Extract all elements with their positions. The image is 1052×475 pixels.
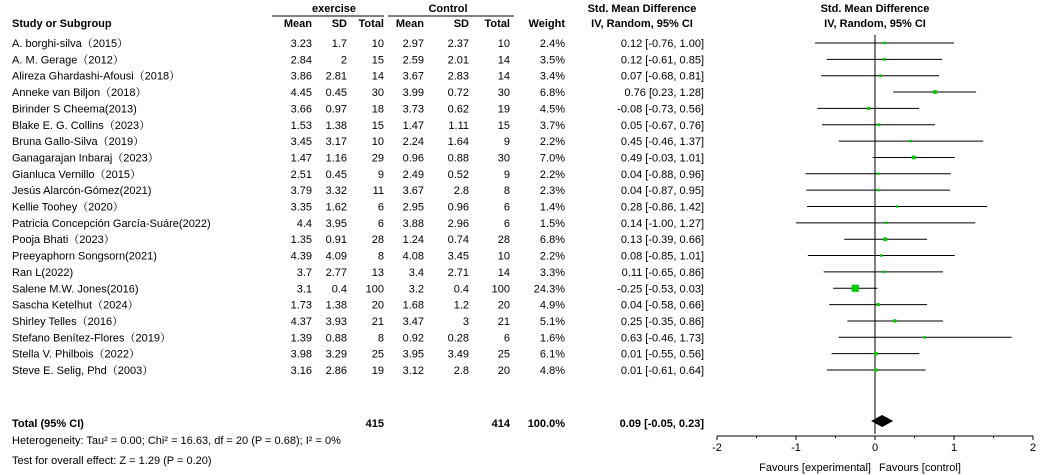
effect-marker — [877, 173, 880, 176]
control-mean: 3.4 — [408, 266, 424, 279]
control-sd: 2.01 — [447, 54, 469, 67]
effect-marker — [867, 107, 870, 110]
study-name: Pooja Bhati（2023） — [12, 234, 115, 247]
exercise-sd: 1.38 — [325, 119, 347, 132]
control-total: 10 — [497, 38, 510, 50]
study-weight: 1.5% — [539, 217, 565, 230]
study-ci: 0.28 [-0.86, 1.42] — [620, 201, 704, 214]
exercise-mean: 3.23 — [290, 38, 312, 50]
study-weight: 4.9% — [539, 299, 565, 312]
exercise-total: 6 — [377, 201, 384, 214]
study-weight: 2.3% — [539, 185, 565, 198]
control-sd: 0.52 — [447, 168, 469, 181]
control-total: 19 — [497, 103, 510, 116]
effect-marker — [877, 189, 880, 192]
exercise-mean: 2.84 — [290, 54, 312, 67]
study-weight: 2.2% — [539, 250, 565, 263]
exercise-sd: 2 — [340, 54, 347, 67]
effect-marker — [909, 140, 912, 143]
exercise-mean: 4.4 — [296, 217, 312, 230]
study-weight: 4.8% — [539, 365, 565, 377]
effect-marker — [880, 254, 883, 256]
study-name: Alireza Ghardashi-Afousi（2018） — [12, 70, 181, 83]
control-sd: 3.45 — [447, 250, 469, 263]
exercise-total: 10 — [371, 38, 384, 50]
control-sd: 1.11 — [448, 119, 469, 132]
effect-marker — [879, 74, 882, 77]
total-n1: 415 — [365, 418, 384, 430]
study-weight: 24.3% — [533, 283, 565, 296]
control-mean: 3.88 — [402, 217, 424, 230]
control-mean: 0.96 — [402, 152, 424, 165]
exercise-mean: 3.66 — [290, 103, 312, 116]
exercise-total: 30 — [371, 87, 384, 100]
effect-marker — [883, 58, 886, 61]
study-name: Jesús Alarcón-Gómez(2021) — [12, 185, 152, 198]
heterogeneity-text: Heterogeneity: Tau² = 0.00; Chi² = 16.63, df = 20 (P = 0.68); I² = 0% — [12, 435, 341, 447]
header-control: Control — [428, 3, 468, 15]
control-total: 30 — [497, 152, 510, 165]
study-ci: 0.05 [-0.67, 0.76] — [620, 119, 704, 132]
col-study: Study or Subgroup — [12, 18, 112, 30]
control-total: 6 — [503, 332, 510, 345]
control-sd: 3.49 — [447, 348, 469, 361]
control-mean: 2.49 — [402, 168, 424, 181]
study-ci: -0.25 [-0.53, 0.03] — [617, 283, 704, 296]
study-name: A. borghi-silva（2015） — [12, 38, 129, 50]
exercise-total: 19 — [371, 365, 384, 377]
study-weight: 4.5% — [539, 103, 565, 116]
col-mean-2: Mean — [395, 18, 424, 30]
exercise-mean: 1.53 — [290, 119, 312, 132]
exercise-sd: 3.95 — [325, 217, 347, 230]
header-effect-left: Std. Mean Difference — [587, 3, 697, 15]
study-weight: 2.2% — [539, 136, 565, 149]
exercise-sd: 0.45 — [325, 87, 347, 100]
exercise-sd: 3.17 — [325, 136, 347, 149]
control-mean: 3.95 — [402, 348, 424, 361]
study-weight: 2.2% — [539, 168, 565, 181]
exercise-mean: 3.86 — [290, 70, 312, 83]
exercise-total: 18 — [371, 103, 384, 116]
col-weight: Weight — [528, 18, 565, 30]
effect-marker — [883, 42, 886, 45]
exercise-total: 21 — [371, 315, 384, 328]
study-ci: 0.12 [-0.76, 1.00] — [620, 38, 704, 50]
study-weight: 3.4% — [539, 70, 565, 83]
exercise-sd: 2.77 — [325, 266, 347, 279]
favours-right-label: Favours [control] — [879, 462, 961, 474]
control-sd: 0.88 — [447, 152, 469, 165]
control-mean: 1.68 — [402, 299, 424, 312]
study-name: Shirley Telles（2016） — [12, 315, 124, 328]
control-sd: 2.8 — [453, 365, 469, 377]
control-total: 20 — [497, 299, 510, 312]
study-name: Bruna Gallo-Silva（2019） — [12, 136, 145, 149]
effect-marker — [852, 285, 859, 292]
exercise-mean: 1.35 — [290, 234, 312, 247]
exercise-total: 14 — [371, 70, 384, 83]
effect-marker — [933, 90, 937, 94]
study-weight: 7.0% — [539, 152, 565, 165]
exercise-sd: 3.32 — [325, 185, 347, 198]
control-sd: 3 — [462, 315, 469, 328]
exercise-sd: 0.4 — [331, 283, 347, 296]
control-total: 9 — [503, 136, 510, 149]
study-ci: 0.04 [-0.58, 0.66] — [620, 299, 704, 312]
effect-marker — [912, 156, 916, 160]
study-name: Blake E. G. Collins（2023） — [12, 119, 151, 132]
header-effect-right: Std. Mean Difference — [820, 3, 930, 15]
exercise-mean: 1.73 — [290, 299, 312, 312]
total-label: Total (95% CI) — [12, 418, 84, 430]
control-sd: 2.96 — [447, 217, 469, 230]
study-ci: 0.25 [-0.35, 0.86] — [620, 315, 704, 328]
control-total: 6 — [503, 201, 510, 214]
effect-marker — [883, 237, 887, 241]
exercise-total: 28 — [371, 234, 384, 247]
exercise-sd: 4.09 — [325, 250, 347, 263]
exercise-mean: 4.37 — [290, 315, 312, 328]
study-name: A. M. Gerage（2012） — [12, 54, 124, 67]
study-weight: 1.6% — [539, 332, 565, 345]
study-ci: 0.49 [-0.03, 1.01] — [620, 152, 704, 165]
exercise-mean: 3.98 — [290, 348, 312, 361]
exercise-mean: 4.39 — [290, 250, 312, 263]
control-sd: 0.62 — [447, 103, 469, 116]
x-tick-label: -1 — [791, 442, 801, 454]
exercise-total: 15 — [371, 54, 384, 67]
exercise-mean: 2.51 — [290, 168, 312, 181]
total-n2: 414 — [491, 418, 510, 430]
effect-marker — [874, 352, 878, 356]
control-mean: 3.73 — [402, 103, 424, 116]
effect-marker — [893, 319, 896, 322]
control-mean: 1.24 — [402, 234, 424, 247]
control-mean: 3.12 — [402, 365, 424, 377]
exercise-total: 9 — [377, 168, 384, 181]
study-ci: 0.13 [-0.39, 0.66] — [620, 234, 704, 247]
effect-marker — [877, 303, 880, 306]
study-ci: 0.04 [-0.87, 0.95] — [620, 185, 704, 198]
study-name: Ganagarajan Inbaraj（2023） — [12, 152, 159, 165]
control-total: 30 — [497, 87, 510, 100]
study-name: Gianluca Vernillo（2015） — [12, 168, 142, 181]
control-mean: 3.99 — [402, 87, 424, 100]
study-ci: 0.04 [-0.88, 0.96] — [620, 168, 704, 181]
control-mean: 0.92 — [402, 332, 424, 345]
x-axis-ticks — [712, 436, 1036, 454]
control-total: 20 — [497, 365, 510, 377]
exercise-mean: 3.45 — [290, 136, 312, 149]
study-weight: 6.1% — [539, 348, 565, 361]
header-exercise: exercise — [311, 3, 357, 15]
exercise-sd: 1.16 — [325, 152, 347, 165]
study-weight: 2.4% — [539, 38, 565, 50]
total-ci: 0.09 [-0.05, 0.23] — [619, 418, 704, 430]
exercise-mean: 4.45 — [290, 87, 312, 100]
exercise-total: 10 — [371, 136, 384, 149]
header-effect-right-sub: IV, Random, 95% CI — [824, 18, 926, 30]
exercise-total: 20 — [371, 299, 384, 312]
study-weight: 3.3% — [539, 266, 565, 279]
effect-marker — [924, 336, 927, 339]
exercise-sd: 1.62 — [325, 201, 347, 214]
control-sd: 0.96 — [447, 201, 469, 214]
control-sd: 1.64 — [447, 136, 469, 149]
x-tick-label: 0 — [871, 442, 879, 454]
exercise-total: 8 — [377, 250, 384, 263]
control-sd: 0.72 — [447, 87, 469, 100]
study-name: Kellie Toohey（2020） — [12, 201, 124, 214]
exercise-total: 29 — [371, 152, 384, 165]
control-sd: 0.74 — [447, 234, 469, 247]
total-weight: 100.0% — [527, 418, 565, 430]
study-ci: 0.14 [-1.00, 1.27] — [620, 217, 704, 230]
control-sd: 2.37 — [447, 38, 469, 50]
study-ci: 0.08 [-0.85, 1.01] — [620, 250, 704, 263]
exercise-sd: 3.29 — [325, 348, 347, 361]
study-weight: 5.1% — [539, 315, 565, 328]
effect-marker — [882, 271, 885, 274]
exercise-total: 6 — [377, 217, 384, 230]
study-name: Preeyaphorn Songsorn(2021) — [12, 250, 157, 263]
control-mean: 2.95 — [402, 201, 424, 214]
col-total-2: Total — [484, 18, 510, 30]
control-sd: 0.28 — [447, 332, 469, 345]
exercise-total: 13 — [371, 266, 384, 279]
study-name: Salene M.W. Jones(2016) — [12, 283, 139, 296]
control-mean: 3.67 — [402, 185, 424, 198]
control-mean: 2.97 — [402, 38, 424, 50]
effect-marker — [885, 222, 888, 225]
control-total: 28 — [497, 234, 510, 247]
study-name: Stella V. Philbois（2022） — [12, 348, 141, 361]
exercise-sd: 0.45 — [325, 168, 347, 181]
exercise-mean: 1.39 — [290, 332, 312, 345]
exercise-mean: 1.47 — [290, 152, 312, 165]
exercise-mean: 3.35 — [290, 201, 312, 214]
effect-marker — [878, 123, 881, 126]
study-ci: 0.45 [-0.46, 1.37] — [620, 136, 704, 149]
col-total-1: Total — [358, 18, 384, 30]
study-name: Patricia Concepción García-Suáre(2022) — [12, 217, 211, 230]
control-total: 14 — [497, 70, 510, 83]
study-name: Ran L(2022) — [12, 266, 74, 279]
study-rows — [12, 37, 704, 377]
control-sd: 0.4 — [453, 283, 469, 296]
control-total: 9 — [503, 168, 510, 181]
exercise-total: 15 — [371, 119, 384, 132]
exercise-mean: 3.79 — [290, 185, 312, 198]
overall-effect-text: Test for overall effect: Z = 1.29 (P = 0.20) — [12, 455, 212, 467]
study-ci: 0.63 [-0.46, 1.73] — [620, 332, 704, 345]
study-ci: 0.11 [-0.65, 0.86] — [621, 266, 704, 279]
pooled-diamond — [871, 415, 893, 427]
exercise-sd: 1.38 — [325, 299, 347, 312]
plot-area — [796, 35, 1012, 434]
study-ci: 0.01 [-0.61, 0.64] — [620, 365, 704, 377]
study-ci: 0.01 [-0.55, 0.56] — [620, 348, 704, 361]
study-weight: 6.8% — [539, 234, 565, 247]
control-total: 100 — [491, 283, 510, 296]
exercise-total: 25 — [371, 348, 384, 361]
study-weight: 3.7% — [539, 119, 565, 132]
control-total: 25 — [497, 348, 510, 361]
control-total: 14 — [497, 54, 510, 67]
control-mean: 3.67 — [402, 70, 424, 83]
control-sd: 2.8 — [453, 185, 469, 198]
control-mean: 1.47 — [402, 119, 424, 132]
control-sd: 2.71 — [447, 266, 469, 279]
study-weight: 6.8% — [539, 87, 565, 100]
exercise-sd: 0.88 — [325, 332, 347, 345]
header-effect-left-sub: IV, Random, 95% CI — [591, 18, 693, 30]
study-name: Steve E. Selig, Phd（2003） — [12, 365, 154, 377]
study-weight: 1.4% — [539, 201, 565, 214]
col-sd-2: SD — [453, 18, 469, 30]
exercise-sd: 2.81 — [325, 70, 347, 83]
exercise-mean: 3.16 — [290, 365, 312, 377]
effect-marker — [896, 205, 899, 208]
control-mean: 3.2 — [408, 283, 424, 296]
study-name: Anneke van Biljon（2018） — [12, 87, 147, 100]
col-mean-1: Mean — [283, 18, 312, 30]
control-total: 6 — [503, 217, 510, 230]
control-total: 14 — [497, 266, 510, 279]
control-mean: 2.24 — [402, 136, 424, 149]
exercise-sd: 0.97 — [325, 103, 347, 116]
control-sd: 1.2 — [453, 299, 469, 312]
control-total: 8 — [503, 185, 510, 198]
exercise-sd: 3.93 — [325, 315, 347, 328]
exercise-sd: 0.91 — [325, 234, 347, 247]
study-ci: 0.76 [0.23, 1.28] — [624, 87, 704, 100]
study-ci: 0.12 [-0.61, 0.85] — [620, 54, 704, 67]
control-mean: 4.08 — [402, 250, 424, 263]
study-name: Birinder S Cheema(2013) — [12, 103, 137, 116]
control-mean: 3.47 — [402, 315, 424, 328]
exercise-mean: 3.7 — [296, 266, 312, 279]
x-tick-label: 2 — [1029, 442, 1037, 454]
effect-marker — [874, 368, 877, 371]
control-total: 15 — [497, 119, 510, 132]
study-ci: -0.08 [-0.73, 0.56] — [617, 103, 704, 116]
study-name: Stefano Benítez-Flores（2019） — [12, 332, 171, 345]
study-ci: 0.07 [-0.68, 0.81] — [620, 70, 704, 83]
control-total: 21 — [497, 315, 510, 328]
study-name: Sascha Ketelhut（2024） — [12, 299, 139, 312]
study-weight: 3.5% — [539, 54, 565, 67]
exercise-sd: 1.7 — [331, 38, 347, 50]
exercise-total: 8 — [377, 332, 384, 345]
exercise-total: 100 — [365, 283, 384, 296]
col-sd-1: SD — [331, 18, 347, 30]
favours-left-label: Favours [experimental] — [759, 462, 871, 474]
exercise-mean: 3.1 — [296, 283, 312, 296]
control-mean: 2.59 — [402, 54, 424, 67]
control-total: 10 — [497, 250, 510, 263]
x-tick-label: 1 — [950, 442, 958, 454]
exercise-sd: 2.86 — [325, 365, 347, 377]
x-tick-label: -2 — [712, 442, 722, 454]
exercise-total: 11 — [372, 185, 384, 198]
control-sd: 2.83 — [447, 70, 469, 83]
